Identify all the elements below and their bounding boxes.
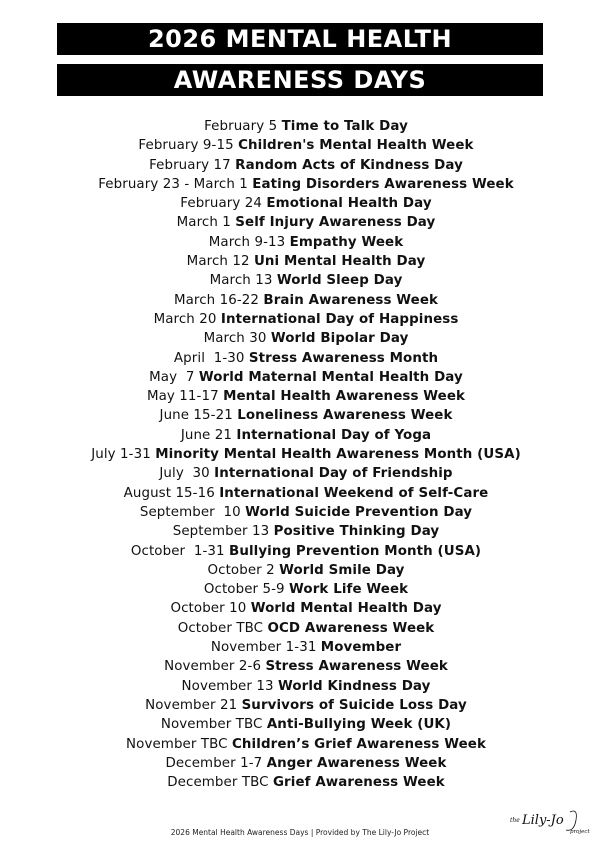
event-name: Mental Health Awareness Week bbox=[223, 389, 466, 405]
event-name: International Day of Friendship bbox=[214, 466, 453, 482]
event-date: October 2 bbox=[207, 562, 275, 578]
list-item bbox=[0, 561, 612, 580]
event-date: November 13 bbox=[181, 678, 274, 694]
event-name: World Kindness Day bbox=[277, 678, 431, 694]
event-name: Empathy Week bbox=[289, 234, 404, 250]
event-name: International Day of Happiness bbox=[220, 311, 459, 327]
list-item bbox=[0, 156, 612, 175]
list-item bbox=[0, 580, 612, 599]
event-name: Bullying Prevention Month (USA) bbox=[229, 543, 482, 559]
event-date: February 5 bbox=[204, 119, 278, 134]
event-name: World Bipolar Day bbox=[270, 331, 409, 347]
list-item bbox=[0, 735, 612, 754]
event-name: Positive Thinking Day bbox=[273, 524, 440, 540]
event-name: Stress Awareness Month bbox=[248, 350, 439, 366]
event-date: March 12 bbox=[186, 254, 250, 270]
list-item bbox=[0, 271, 612, 290]
event-date: September 10 bbox=[139, 504, 241, 520]
event-date: December 1-7 bbox=[165, 755, 263, 771]
list-item bbox=[0, 715, 612, 734]
logo-small-text: the bbox=[510, 817, 520, 824]
event-name: Emotional Health Day bbox=[266, 196, 432, 212]
event-name: Movember bbox=[320, 640, 402, 656]
event-date: March 30 bbox=[203, 331, 267, 347]
list-item bbox=[0, 233, 612, 252]
event-name: International Weekend of Self-Care bbox=[219, 485, 489, 501]
event-name: Survivors of Suicide Loss Day bbox=[241, 697, 467, 713]
event-date: September 13 bbox=[172, 524, 270, 540]
list-item bbox=[0, 677, 612, 696]
list-item bbox=[0, 638, 612, 657]
title-bar-top bbox=[57, 23, 543, 55]
event-name: Time to Talk Day bbox=[281, 119, 408, 134]
list-item bbox=[0, 445, 612, 464]
event-date: June 15-21 bbox=[159, 408, 233, 424]
event-name: Anger Awareness Week bbox=[266, 755, 447, 771]
list-item bbox=[0, 368, 612, 387]
event-name: Self Injury Awareness Day bbox=[235, 215, 436, 231]
footer-credit: 2026 Mental Health Awareness Days | Provided by The Lily-Jo Project bbox=[170, 828, 430, 837]
list-item bbox=[0, 406, 612, 425]
event-date: August 15-16 bbox=[123, 485, 215, 501]
event-date: March 13 bbox=[209, 273, 273, 289]
list-item bbox=[0, 329, 612, 348]
list-item bbox=[0, 117, 612, 136]
page-title-line-2: AWARENESS DAYS bbox=[173, 66, 427, 94]
event-date: October 1-31 bbox=[130, 543, 225, 559]
event-date: November 21 bbox=[145, 697, 238, 713]
event-date: February 9-15 bbox=[138, 138, 234, 154]
event-date: October 10 bbox=[170, 601, 247, 617]
event-name: Loneliness Awareness Week bbox=[237, 408, 453, 424]
event-date: February 23 - March 1 bbox=[98, 176, 248, 192]
event-name: World Mental Health Day bbox=[250, 601, 442, 617]
event-date: October 5-9 bbox=[203, 582, 285, 598]
list-item bbox=[0, 387, 612, 406]
event-date: May 11-17 bbox=[146, 389, 219, 405]
event-name: International Day of Yoga bbox=[236, 427, 432, 443]
event-name: OCD Awareness Week bbox=[267, 620, 435, 636]
event-name: Random Acts of Kindness Day bbox=[235, 157, 463, 173]
event-date: November 1-31 bbox=[210, 640, 317, 656]
event-name: Minority Mental Health Awareness Month (USA) bbox=[155, 447, 521, 463]
event-name: Anti-Bullying Week (UK) bbox=[266, 717, 452, 733]
event-date: April 1-30 bbox=[173, 350, 245, 366]
event-date: November TBC bbox=[126, 736, 228, 752]
event-date: March 9-13 bbox=[208, 234, 286, 250]
list-item bbox=[0, 522, 612, 541]
event-date: November 2-6 bbox=[164, 659, 262, 675]
page-title-line-1: 2026 MENTAL HEALTH bbox=[147, 25, 453, 53]
list-item bbox=[0, 542, 612, 561]
event-name: World Sleep Day bbox=[276, 273, 403, 289]
title-bar-bottom bbox=[57, 64, 543, 96]
event-date: March 20 bbox=[153, 311, 217, 327]
event-name: World Maternal Mental Health Day bbox=[198, 369, 463, 385]
event-date: July 1-31 bbox=[91, 447, 151, 463]
event-name: Grief Awareness Week bbox=[272, 775, 445, 791]
event-name: Uni Mental Health Day bbox=[253, 254, 426, 270]
event-name: Children's Mental Health Week bbox=[238, 138, 474, 154]
list-item bbox=[0, 484, 612, 503]
event-name: World Smile Day bbox=[279, 562, 405, 578]
event-date: February 17 bbox=[149, 157, 231, 173]
list-item bbox=[0, 599, 612, 618]
list-item bbox=[0, 310, 612, 329]
event-name: Stress Awareness Week bbox=[265, 659, 448, 675]
list-item bbox=[0, 426, 612, 445]
list-item bbox=[0, 464, 612, 483]
event-date: October TBC bbox=[177, 620, 264, 636]
event-name: Brain Awareness Week bbox=[263, 292, 439, 308]
list-item bbox=[0, 754, 612, 773]
logo-swash bbox=[566, 811, 576, 830]
list-item bbox=[0, 136, 612, 155]
event-date: May 7 bbox=[149, 369, 195, 385]
logo-main-text: Lily-Jo bbox=[522, 813, 564, 828]
event-date: July 30 bbox=[159, 466, 210, 482]
list-item bbox=[0, 619, 612, 638]
list-item bbox=[0, 657, 612, 676]
list-item bbox=[0, 252, 612, 271]
list-item bbox=[0, 213, 612, 232]
event-date: March 1 bbox=[176, 215, 231, 231]
list-item bbox=[0, 291, 612, 310]
event-date: June 21 bbox=[180, 427, 232, 443]
event-name: Eating Disorders Awareness Week bbox=[252, 176, 514, 192]
logo-sub-text: project bbox=[570, 829, 590, 835]
list-item bbox=[0, 503, 612, 522]
lily-jo-project-logo bbox=[508, 806, 600, 836]
event-date: November TBC bbox=[160, 717, 263, 733]
awareness-days-list bbox=[0, 117, 612, 792]
event-date: December TBC bbox=[167, 775, 269, 791]
list-item bbox=[0, 349, 612, 368]
list-item bbox=[0, 773, 612, 792]
event-date: February 24 bbox=[180, 196, 263, 212]
list-item bbox=[0, 175, 612, 194]
event-name: Children’s Grief Awareness Week bbox=[232, 736, 486, 752]
event-name: World Suicide Prevention Day bbox=[245, 504, 473, 520]
event-date: March 16-22 bbox=[173, 292, 260, 308]
event-name: Work Life Week bbox=[289, 582, 409, 598]
list-item bbox=[0, 696, 612, 715]
list-item bbox=[0, 194, 612, 213]
